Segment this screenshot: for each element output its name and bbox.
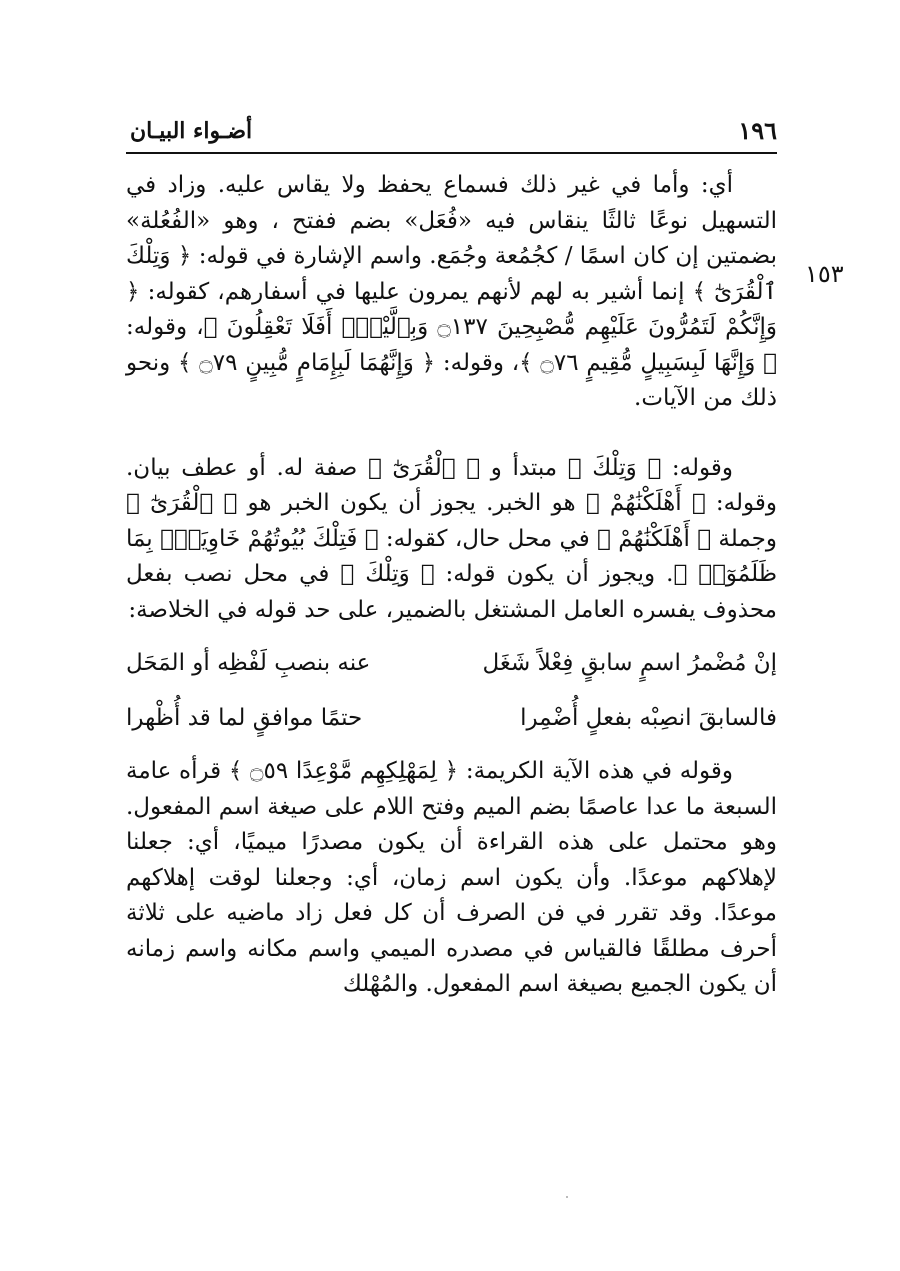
book-title: أضـواء البيـان bbox=[130, 118, 253, 144]
margin-page-reference: ١٥٣ bbox=[805, 260, 844, 288]
page-header bbox=[126, 116, 777, 154]
verse-gap bbox=[126, 740, 777, 754]
page-number: ١٩٦ bbox=[738, 116, 777, 145]
verse-2-first-hemistich: فالسابقَ انصِبْه بفعلٍ أُضْمِرا bbox=[520, 705, 777, 731]
paragraph-gap bbox=[126, 417, 777, 451]
poetry-verse-1 bbox=[126, 642, 777, 685]
verse-1-second-hemistich: عنه بنصبِ لَفْظِه أو المَحَل bbox=[126, 650, 371, 676]
paragraph-1: أي: وأما في غير ذلك فسماع يحفظ ولا يقاس عليه. وزاد في التسهيل نوعًا ثالثًا ينقاس فيه «فُعَل» بضم ففتح ، وهو «الفُعُلة» بضمتين إن كان اسمًا / كجُمُعة وجُمَع. واسم الإشارة في قوله: ﴿ وَتِلْكَ ٱلْقُرَىٰٓ ﴾ إنما أشير به لهم لأنهم يمرون عليها في أسفارهم، كقوله: ﴿ وَإِنَّكُمْ لَتَمُرُّونَ عَلَيْهِم مُّصْبِحِينَ ۝١٣٧ وَبِٱلَّيْلِۚ أَفَلَا تَعْقِلُونَ ﴾، وقوله: ﴿ وَإِنَّهَا لَبِسَبِيلٍ مُّقِيمٍ ۝٧٦ ﴾، وقوله: ﴿ وَإِنَّهُمَا لَبِإِمَامٍ مُّبِينٍ ۝٧٩ ﴾ ونحو ذلك من الآيات. bbox=[126, 172, 777, 411]
verse-gap bbox=[126, 685, 777, 697]
body-text bbox=[126, 168, 777, 1003]
verse-gap bbox=[126, 628, 777, 642]
paragraph-2: وقوله: ﴿ وَتِلْكَ ﴾ مبتدأ و ﴿ ٱلْقُرَىٰٓ ﴾ صفة له. أو عطف بيان. وقوله: ﴿ أَهْلَكْنَٰهُمْ ﴾ هو الخبر. يجوز أن يكون الخبر هو ﴿ ٱلْقُرَىٰٓ ﴾ وجملة ﴿ أَهْلَكْنَٰهُمْ ﴾ في محل حال، كقوله: ﴿ فَتِلْكَ بُيُوتُهُمْ خَاوِيَةًۢ بِمَا ظَلَمُوٓا۟ ﴾. ويجوز أن يكون قوله: ﴿ وَتِلْكَ ﴾ في محل نصب بفعل محذوف يفسره العامل المشتغل بالضمير، على حد قوله في الخلاصة: bbox=[126, 454, 777, 623]
verse-2-second-hemistich: حتمًا موافقٍ لما قد أُظْهرا bbox=[126, 705, 363, 731]
poetry-verse-2 bbox=[126, 697, 777, 740]
verse-1-first-hemistich: إنْ مُضْمرُ اسمٍ سابقٍ فِعْلاً شَغَل bbox=[482, 650, 777, 676]
paragraph-3: وقوله في هذه الآية الكريمة: ﴿ لِمَهْلِكِهِم مَّوْعِدًا ۝٥٩ ﴾ قرأه عامة السبعة ما عدا عاصمًا بضم الميم وفتح اللام على صيغة اسم المفعول. وهو محتمل على هذه القراءة أن يكون مصدرًا ميميًا، أي: جعلنا لإهلاكهم موعدًا. وأن يكون اسم زمان، أي: وجعلنا لوقت إهلاكهم موعدًا. وقد تقرر في فن الصرف أن كل فعل زاد ماضيه على ثلاثة أحرف مطلقًا فالقياس في مصدره الميمي واسم مكانه واسم زمانه أن يكون الجميع بصيغة اسم المفعول. والمُهْلك bbox=[126, 758, 777, 997]
scan-speck bbox=[566, 1196, 568, 1198]
